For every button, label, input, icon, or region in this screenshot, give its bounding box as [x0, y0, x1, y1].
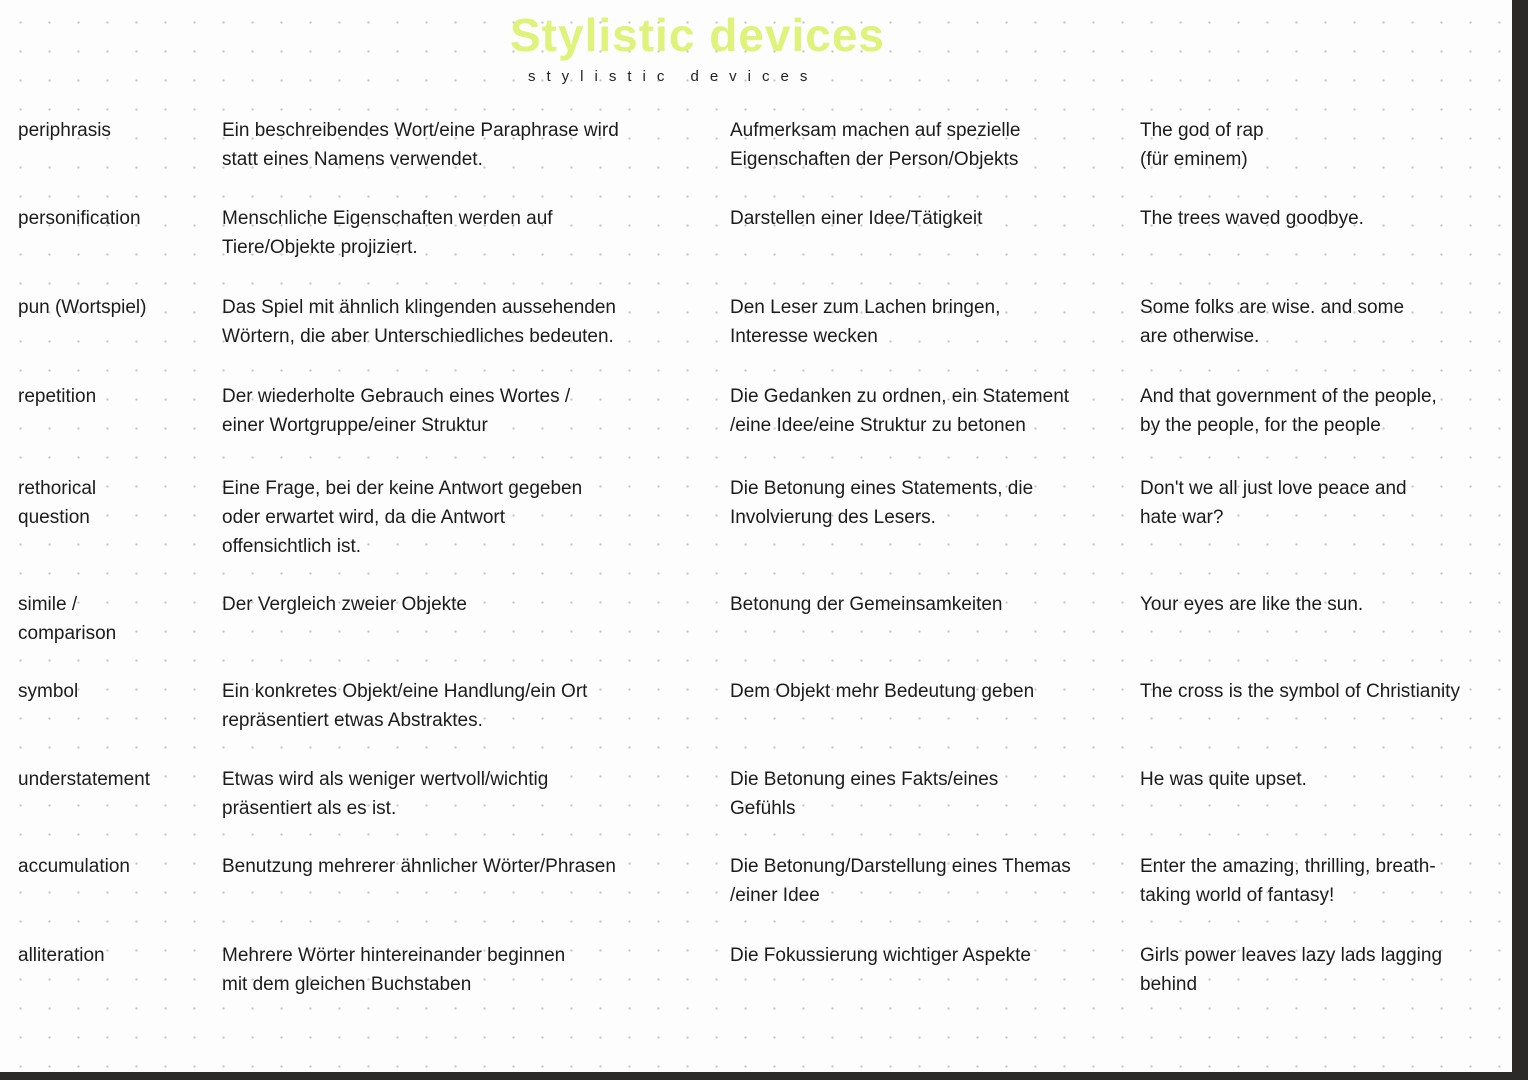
device-example: The god of rap (für eminem): [1140, 120, 1264, 170]
device-term: rethorical question: [18, 478, 97, 528]
device-term: simile / comparison: [18, 594, 117, 644]
device-effect: Darstellen einer Idee/Tätigkeit: [730, 208, 983, 229]
device-term: repetition: [18, 386, 97, 407]
page-subtitle: stylistic devices: [528, 68, 819, 85]
device-effect: Die Betonung eines Fakts/eines Gefühls: [730, 769, 999, 819]
device-definition: Ein konkretes Objekt/eine Handlung/ein Ort repräsentiert etwas Abstraktes.: [222, 681, 588, 731]
device-term: accumulation: [18, 856, 130, 877]
device-effect: Den Leser zum Lachen bringen, Interesse wecken: [730, 297, 1001, 347]
device-definition: Etwas wird als weniger wertvoll/wichtig präsentiert als es ist.: [222, 769, 549, 819]
device-term: personification: [18, 208, 141, 229]
page-title: Stylistic devices: [510, 9, 885, 61]
device-example: Enter the amazing, thrilling, breath- taking world of fantasy!: [1140, 856, 1436, 906]
device-effect: Die Betonung eines Statements, die Involvierung des Lesers.: [730, 478, 1034, 528]
device-term: understatement: [18, 769, 151, 790]
device-effect: Die Gedanken zu ordnen, ein Statement /eine Idee/eine Struktur zu betonen: [730, 386, 1070, 436]
device-definition: Das Spiel mit ähnlich klingenden aussehenden Wörtern, die aber Unterschiedliches bedeuten.: [222, 297, 616, 347]
device-example: Your eyes are like the sun.: [1140, 594, 1364, 615]
device-term: periphrasis: [18, 120, 111, 141]
device-example: The cross is the symbol of Christianity: [1140, 681, 1460, 702]
device-effect: Betonung der Gemeinsamkeiten: [730, 594, 1003, 615]
device-example: And that government of the people, by the people, for the people: [1140, 386, 1437, 436]
device-example: Don't we all just love peace and hate war?: [1140, 478, 1407, 528]
device-example: Girls power leaves lazy lads lagging behind: [1140, 945, 1443, 995]
device-effect: Die Fokussierung wichtiger Aspekte: [730, 945, 1031, 966]
device-effect: Aufmerksam machen auf spezielle Eigenschaften der Person/Objekts: [730, 120, 1021, 170]
device-effect: Dem Objekt mehr Bedeutung geben: [730, 681, 1035, 702]
device-example: He was quite upset.: [1140, 769, 1307, 790]
device-effect: Die Betonung/Darstellung eines Themas /einer Idee: [730, 856, 1071, 906]
device-definition: Menschliche Eigenschaften werden auf Tiere/Objekte projiziert.: [222, 208, 553, 258]
device-definition: Ein beschreibendes Wort/eine Paraphrase wird statt eines Namens verwendet.: [222, 120, 619, 170]
device-definition: Eine Frage, bei der keine Antwort gegeben oder erwartet wird, da die Antwort offensichtlich ist.: [222, 478, 583, 557]
device-definition: Der Vergleich zweier Objekte: [222, 594, 467, 615]
device-term: symbol: [18, 681, 79, 702]
device-term: pun (Wortspiel): [18, 297, 147, 318]
device-example: The trees waved goodbye.: [1140, 208, 1364, 229]
device-term: alliteration: [18, 945, 105, 966]
device-example: Some folks are wise. and some are otherwise.: [1140, 297, 1405, 347]
device-definition: Der wiederholte Gebrauch eines Wortes / einer Wortgruppe/einer Struktur: [222, 386, 571, 436]
device-definition: Mehrere Wörter hintereinander beginnen mit dem gleichen Buchstaben: [222, 945, 566, 995]
device-definition: Benutzung mehrerer ähnlicher Wörter/Phrasen: [222, 856, 616, 877]
